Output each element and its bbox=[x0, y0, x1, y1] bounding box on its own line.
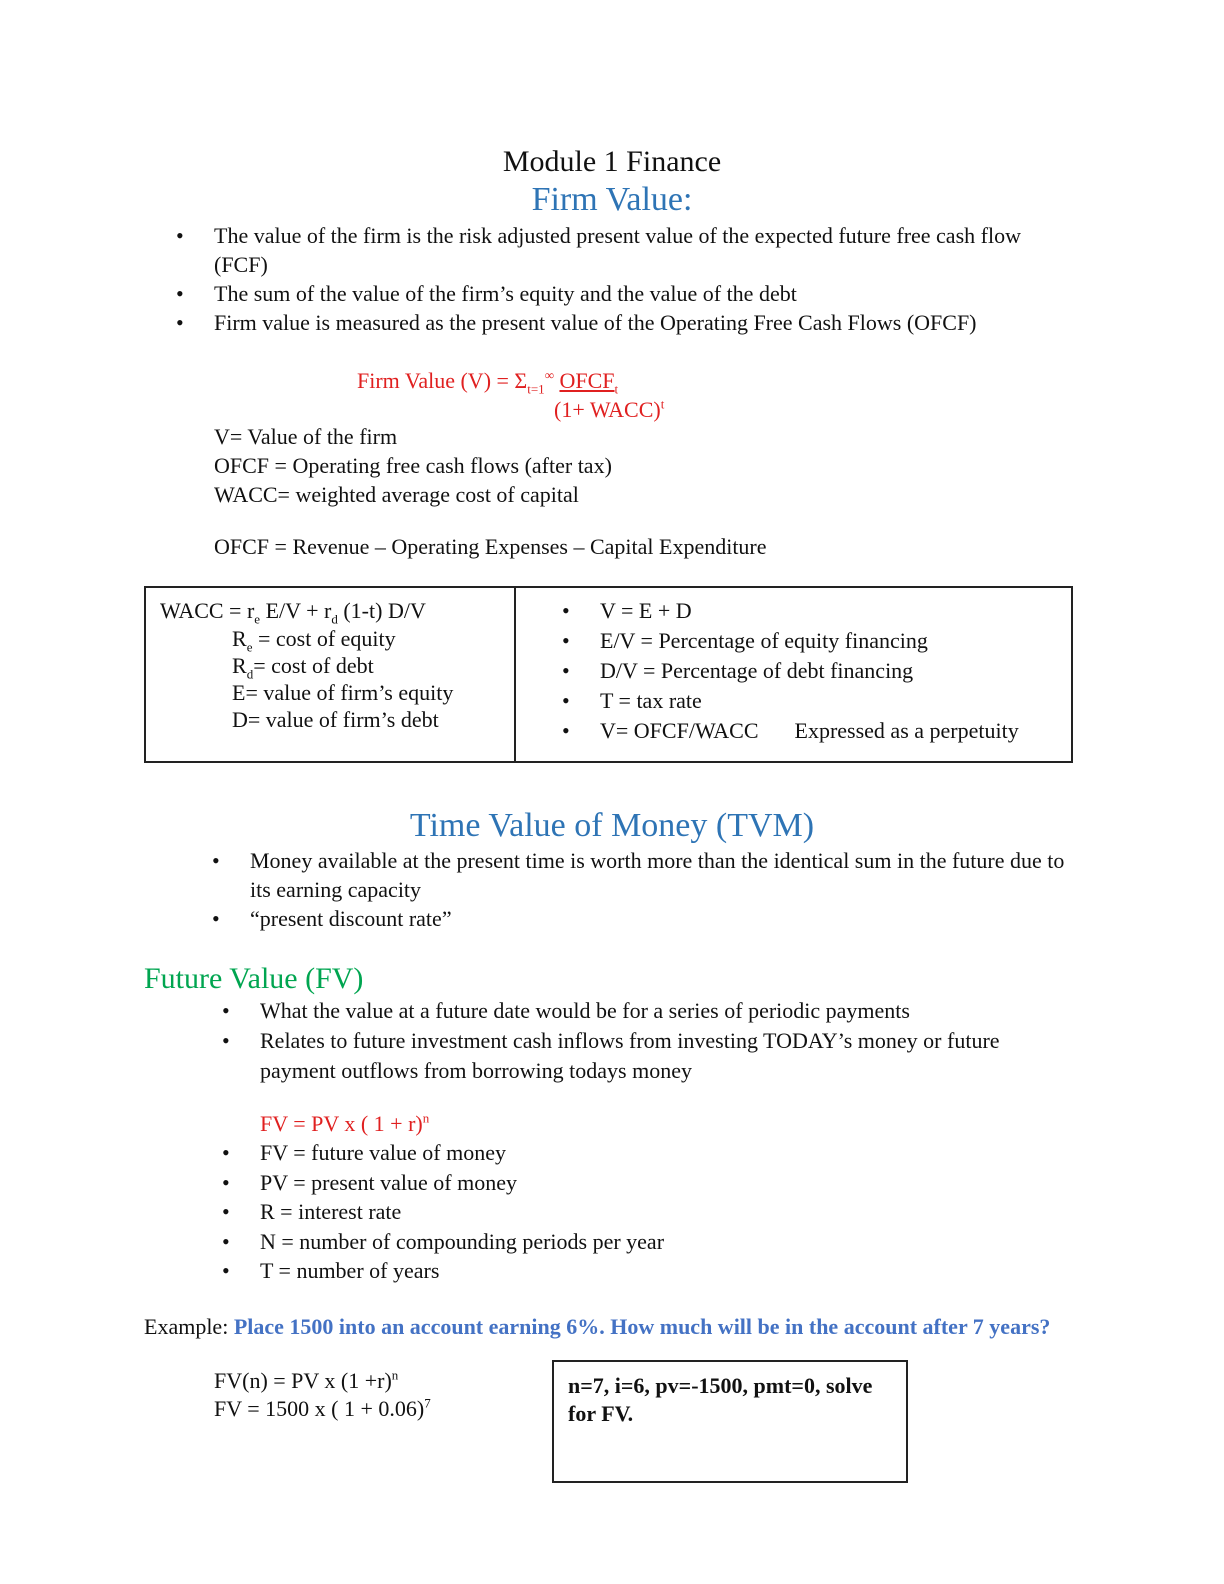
formula-denominator: (1+ WACC)$^t$ bbox=[554, 396, 665, 422]
wacc-table bbox=[144, 586, 1073, 763]
fv-heading: Future Value (FV) bbox=[144, 962, 364, 995]
tvm-heading: Time Value of Money (TVM) bbox=[409, 807, 815, 844]
page-title: Module 1 Finance bbox=[502, 145, 722, 178]
list-item: • FV = future value of money bbox=[260, 1138, 664, 1168]
list-item: • D/V = Percentage of debt financing bbox=[600, 656, 1070, 686]
firm-value-definitions bbox=[214, 422, 612, 509]
list-item: • The sum of the value of the firm’s equity and the value of the debt bbox=[214, 279, 1054, 308]
wacc-formula: WACC = $r_e$ $E/V + r_d$ (1-t) D/V bbox=[160, 598, 426, 627]
fv-formula: FV = PV x ( 1 + r)$^n$ bbox=[260, 1110, 430, 1136]
example-work bbox=[214, 1367, 431, 1423]
list-item: • What the value at a future date would be for a series of periodic payments bbox=[260, 996, 1070, 1026]
list-item: • The value of the firm is the risk adjusted present value of the expected future free cash flow (FCF) bbox=[214, 221, 1054, 279]
list-item: • V= OFCF/WACC Expressed as a perpetuity bbox=[600, 716, 1070, 746]
definition-line: $R_e = \cos t$ of equity bbox=[232, 626, 396, 655]
definition-line: D= value of firm’s debt bbox=[232, 707, 439, 732]
firm-value-bullets bbox=[214, 221, 1054, 337]
definition-line: WACC= weighted average cost of capital bbox=[214, 482, 579, 507]
ofcf-formula: OFCF = Revenue – Operating Expenses – Capital Expenditure bbox=[214, 534, 767, 559]
definition-line: E= value of firm’s equity bbox=[232, 680, 454, 705]
sum-upper-limit: ∞ bbox=[544, 367, 554, 383]
definition-line: V= Value of the firm bbox=[214, 424, 398, 449]
example-question: Example: Place 1500 into an account earning 6%. How much will be in the account after 7 years? bbox=[144, 1314, 1051, 1339]
list-item: • PV = present value of money bbox=[260, 1168, 664, 1198]
firm-value-formula bbox=[357, 366, 618, 395]
wacc-definitions bbox=[232, 625, 453, 733]
list-item: • Firm value is measured as the present value of the Operating Free Cash Flows (OFCF) bbox=[214, 308, 1054, 337]
firm-value-heading: Firm Value: bbox=[531, 181, 693, 218]
list-item: • “present discount rate” bbox=[250, 904, 1080, 933]
example-line: FV = 1500 x ( 1 + 0.06)$^7$ bbox=[214, 1395, 431, 1421]
definition-line: OFCF = Operating free cash flows (after tax) bbox=[214, 453, 612, 478]
wacc-bullets bbox=[600, 596, 1070, 746]
sum-lower-limit: t=1 bbox=[527, 381, 545, 397]
definition-line: $R_d= \cos t$ of debt bbox=[232, 653, 374, 682]
example-line: FV(n) = PV x $(1 +r)^n$ bbox=[214, 1367, 399, 1393]
tvm-bullets bbox=[250, 846, 1080, 933]
list-item: • V = E + D bbox=[600, 596, 1070, 626]
list-item: • Money available at the present time is worth more than the identical sum in the future due to its earning capacity bbox=[250, 846, 1080, 904]
formula-lhs: Firm Value (V) = Σ bbox=[357, 368, 528, 393]
fv-bullets bbox=[260, 996, 1070, 1086]
formula-numerator: $OFCF_t$ bbox=[559, 368, 619, 397]
list-item: • R = interest rate bbox=[260, 1197, 664, 1227]
calculator-box bbox=[552, 1360, 908, 1483]
table-divider bbox=[514, 588, 516, 761]
list-item: • Relates to future investment cash inflows from investing TODAY’s money or future payment outflows from borrowing todays money bbox=[260, 1026, 1070, 1086]
calculator-inputs: n=7, i=6, pv=-1500, pmt=0, solve for FV. bbox=[568, 1373, 873, 1426]
list-item: • E/V = Percentage of equity financing bbox=[600, 626, 1070, 656]
list-item: • T = number of years bbox=[260, 1256, 664, 1286]
list-item: • N = number of compounding periods per year bbox=[260, 1227, 664, 1257]
fv-definitions bbox=[260, 1138, 664, 1286]
list-item: • T = tax rate bbox=[600, 686, 1070, 716]
